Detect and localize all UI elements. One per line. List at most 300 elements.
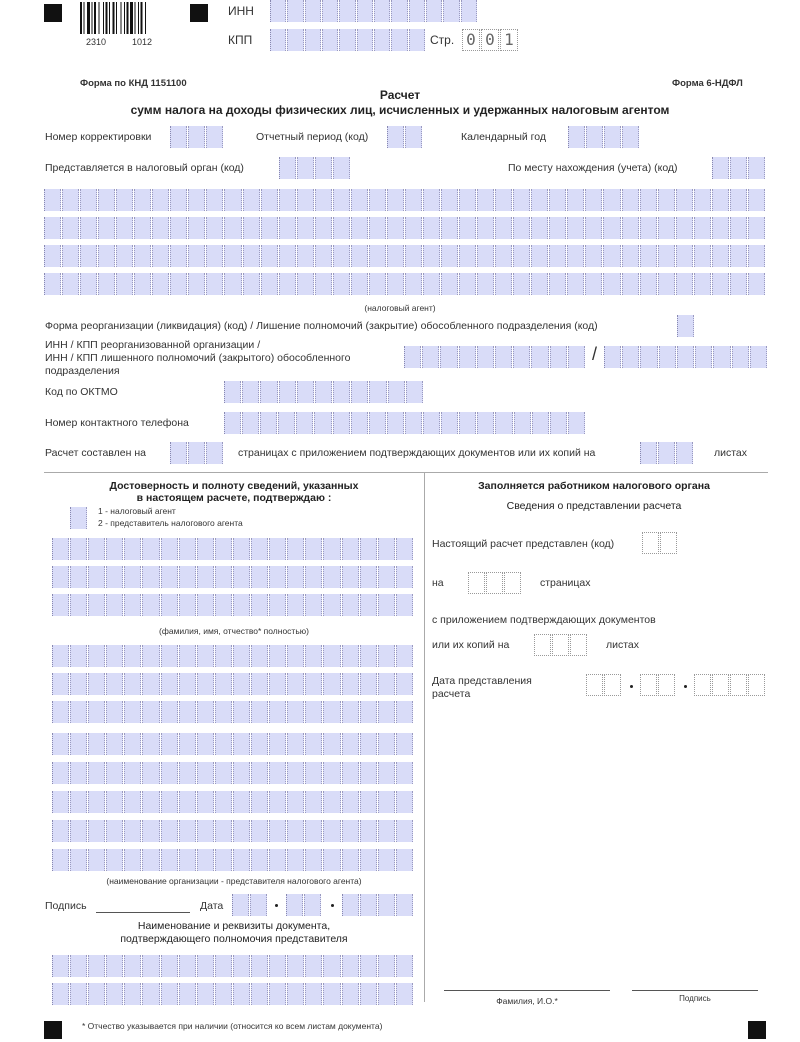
input-cell[interactable] — [142, 645, 159, 667]
input-cell[interactable] — [52, 538, 69, 560]
input-cell[interactable] — [640, 442, 657, 464]
input-cell[interactable] — [233, 955, 250, 977]
input-cell[interactable] — [161, 733, 178, 755]
input-cell[interactable] — [232, 894, 249, 916]
input-cell[interactable] — [124, 820, 141, 842]
input-cell[interactable] — [586, 674, 603, 696]
input-cell[interactable] — [224, 381, 241, 403]
input-cell[interactable] — [106, 849, 123, 871]
input-cell[interactable] — [261, 273, 278, 295]
input-cell[interactable] — [215, 538, 232, 560]
input-cell[interactable] — [748, 217, 765, 239]
input-cell[interactable] — [549, 245, 566, 267]
input-cell[interactable] — [323, 645, 340, 667]
input-cell[interactable] — [305, 673, 322, 695]
input-cell[interactable] — [333, 217, 350, 239]
input-cell[interactable] — [88, 820, 105, 842]
input-cell[interactable] — [305, 820, 322, 842]
input-cell[interactable] — [459, 217, 476, 239]
input-cell[interactable] — [378, 566, 395, 588]
input-cell[interactable] — [351, 245, 368, 267]
input-cell[interactable] — [80, 189, 97, 211]
input-cell[interactable] — [251, 673, 268, 695]
input-cell[interactable] — [550, 412, 567, 434]
fio-row-1[interactable] — [52, 538, 414, 560]
input-cell[interactable] — [748, 674, 765, 696]
input-cell[interactable] — [339, 0, 355, 22]
input-cell[interactable] — [369, 273, 386, 295]
input-cell[interactable] — [197, 673, 214, 695]
input-cell[interactable] — [197, 538, 214, 560]
input-cell[interactable] — [585, 217, 602, 239]
input-cell[interactable] — [161, 762, 178, 784]
input-cell[interactable] — [179, 645, 196, 667]
input-cell[interactable] — [568, 346, 585, 368]
pages-submitted-field[interactable] — [468, 572, 522, 594]
input-cell[interactable] — [658, 442, 675, 464]
org-row-1[interactable] — [52, 645, 414, 667]
input-cell[interactable] — [459, 273, 476, 295]
input-cell[interactable] — [287, 566, 304, 588]
input-cell[interactable] — [513, 217, 530, 239]
input-cell[interactable] — [396, 849, 413, 871]
input-cell[interactable] — [658, 674, 675, 696]
input-cell[interactable] — [269, 645, 286, 667]
input-cell[interactable] — [459, 245, 476, 267]
input-cell[interactable] — [604, 674, 621, 696]
input-cell[interactable] — [748, 157, 765, 179]
input-cell[interactable] — [305, 538, 322, 560]
input-cell[interactable] — [251, 701, 268, 723]
input-cell[interactable] — [659, 346, 676, 368]
input-cell[interactable] — [305, 733, 322, 755]
input-cell[interactable] — [305, 701, 322, 723]
input-cell[interactable] — [106, 820, 123, 842]
input-cell[interactable] — [369, 412, 386, 434]
input-cell[interactable] — [88, 733, 105, 755]
input-cell[interactable] — [441, 245, 458, 267]
inn-field[interactable] — [270, 0, 478, 22]
input-cell[interactable] — [640, 189, 657, 211]
input-cell[interactable] — [351, 217, 368, 239]
input-cell[interactable] — [305, 29, 321, 51]
input-cell[interactable] — [106, 791, 123, 813]
input-cell[interactable] — [549, 189, 566, 211]
input-cell[interactable] — [323, 594, 340, 616]
input-cell[interactable] — [251, 849, 268, 871]
input-cell[interactable] — [161, 538, 178, 560]
input-cell[interactable] — [568, 126, 585, 148]
input-cell[interactable] — [124, 538, 141, 560]
submitted-code-field[interactable] — [642, 532, 678, 554]
input-cell[interactable] — [269, 762, 286, 784]
input-cell[interactable] — [161, 645, 178, 667]
input-cell[interactable] — [378, 791, 395, 813]
input-cell[interactable] — [387, 245, 404, 267]
input-cell[interactable] — [134, 189, 151, 211]
input-cell[interactable] — [342, 538, 359, 560]
input-cell[interactable] — [62, 217, 79, 239]
input-cell[interactable] — [243, 273, 260, 295]
input-cell[interactable] — [712, 189, 729, 211]
input-cell[interactable] — [279, 273, 296, 295]
input-cell[interactable] — [197, 701, 214, 723]
input-cell[interactable] — [694, 674, 711, 696]
org-row-2[interactable] — [52, 673, 414, 695]
input-cell[interactable] — [567, 245, 584, 267]
input-cell[interactable] — [339, 29, 355, 51]
location-field[interactable] — [712, 157, 766, 179]
input-cell[interactable] — [360, 894, 377, 916]
input-cell[interactable] — [279, 381, 296, 403]
reorg-inn-field[interactable] — [404, 346, 586, 368]
correction-number-field[interactable] — [170, 126, 224, 148]
input-cell[interactable] — [305, 566, 322, 588]
input-cell[interactable] — [695, 346, 712, 368]
input-cell[interactable] — [70, 701, 87, 723]
input-cell[interactable] — [333, 381, 350, 403]
input-cell[interactable] — [243, 217, 260, 239]
input-cell[interactable] — [549, 273, 566, 295]
input-cell[interactable] — [88, 955, 105, 977]
input-cell[interactable] — [251, 762, 268, 784]
input-cell[interactable] — [567, 217, 584, 239]
input-cell[interactable] — [260, 381, 277, 403]
input-cell[interactable] — [369, 381, 386, 403]
input-cell[interactable] — [342, 594, 359, 616]
input-cell[interactable] — [106, 983, 123, 1005]
input-cell[interactable] — [215, 955, 232, 977]
input-cell[interactable] — [70, 594, 87, 616]
input-cell[interactable] — [70, 955, 87, 977]
input-cell[interactable] — [279, 157, 296, 179]
input-cell[interactable] — [404, 346, 421, 368]
input-cell[interactable] — [315, 245, 332, 267]
input-cell[interactable] — [676, 245, 693, 267]
input-cell[interactable] — [396, 983, 413, 1005]
input-cell[interactable] — [730, 157, 747, 179]
input-cell[interactable] — [269, 673, 286, 695]
input-cell[interactable] — [495, 412, 512, 434]
input-cell[interactable] — [80, 245, 97, 267]
input-cell[interactable] — [586, 126, 603, 148]
input-cell[interactable] — [585, 189, 602, 211]
input-cell[interactable] — [374, 29, 390, 51]
input-cell[interactable] — [269, 733, 286, 755]
input-cell[interactable] — [342, 701, 359, 723]
input-cell[interactable] — [287, 673, 304, 695]
calendar-year-field[interactable] — [568, 126, 640, 148]
input-cell[interactable] — [250, 894, 267, 916]
input-cell[interactable] — [62, 245, 79, 267]
input-cell[interactable] — [387, 126, 404, 148]
input-cell[interactable] — [369, 189, 386, 211]
input-cell[interactable] — [297, 381, 314, 403]
input-cell[interactable] — [549, 217, 566, 239]
input-cell[interactable] — [504, 572, 521, 594]
input-cell[interactable] — [70, 820, 87, 842]
input-cell[interactable] — [387, 189, 404, 211]
input-cell[interactable] — [197, 594, 214, 616]
input-cell[interactable] — [215, 566, 232, 588]
input-cell[interactable] — [568, 412, 585, 434]
input-cell[interactable] — [642, 532, 659, 554]
input-cell[interactable] — [224, 245, 241, 267]
input-cell[interactable] — [750, 346, 767, 368]
input-cell[interactable] — [142, 566, 159, 588]
input-cell[interactable] — [486, 572, 503, 594]
input-cell[interactable] — [396, 538, 413, 560]
input-cell[interactable] — [215, 645, 232, 667]
input-cell[interactable] — [206, 189, 223, 211]
input-cell[interactable] — [622, 346, 639, 368]
input-cell[interactable] — [323, 983, 340, 1005]
input-cell[interactable] — [170, 273, 187, 295]
input-cell[interactable] — [116, 245, 133, 267]
input-cell[interactable] — [215, 701, 232, 723]
input-cell[interactable] — [124, 566, 141, 588]
input-cell[interactable] — [134, 245, 151, 267]
input-cell[interactable] — [713, 346, 730, 368]
input-cell[interactable] — [360, 594, 377, 616]
input-cell[interactable] — [88, 762, 105, 784]
input-cell[interactable] — [98, 189, 115, 211]
input-cell[interactable] — [495, 217, 512, 239]
input-cell[interactable] — [378, 733, 395, 755]
input-cell[interactable] — [88, 701, 105, 723]
input-cell[interactable] — [70, 733, 87, 755]
input-cell[interactable] — [116, 189, 133, 211]
input-cell[interactable] — [477, 217, 494, 239]
input-cell[interactable] — [269, 594, 286, 616]
tax-agent-row-3[interactable] — [44, 245, 766, 267]
input-cell[interactable] — [441, 412, 458, 434]
input-cell[interactable] — [279, 189, 296, 211]
input-cell[interactable] — [152, 245, 169, 267]
input-cell[interactable] — [142, 701, 159, 723]
input-cell[interactable] — [477, 273, 494, 295]
input-cell[interactable] — [396, 594, 413, 616]
input-cell[interactable] — [342, 983, 359, 1005]
input-cell[interactable] — [188, 126, 205, 148]
input-cell[interactable] — [351, 412, 368, 434]
input-cell[interactable] — [70, 791, 87, 813]
input-cell[interactable] — [287, 594, 304, 616]
input-cell[interactable] — [80, 217, 97, 239]
input-cell[interactable] — [124, 645, 141, 667]
input-cell[interactable] — [44, 273, 61, 295]
input-cell[interactable] — [342, 673, 359, 695]
input-cell[interactable] — [152, 189, 169, 211]
input-cell[interactable] — [712, 674, 729, 696]
input-cell[interactable] — [405, 412, 422, 434]
input-cell[interactable] — [477, 245, 494, 267]
input-cell[interactable] — [106, 762, 123, 784]
input-cell[interactable] — [405, 273, 422, 295]
input-cell[interactable] — [622, 189, 639, 211]
input-cell[interactable] — [585, 245, 602, 267]
input-cell[interactable] — [197, 849, 214, 871]
input-cell[interactable] — [233, 983, 250, 1005]
tax-agent-row-1[interactable] — [44, 189, 766, 211]
input-cell[interactable] — [360, 791, 377, 813]
input-cell[interactable] — [297, 245, 314, 267]
input-cell[interactable] — [215, 820, 232, 842]
input-cell[interactable] — [106, 538, 123, 560]
input-cell[interactable] — [52, 594, 69, 616]
input-cell[interactable] — [142, 594, 159, 616]
input-cell[interactable] — [106, 566, 123, 588]
input-cell[interactable] — [360, 701, 377, 723]
input-cell[interactable] — [297, 217, 314, 239]
input-cell[interactable] — [314, 412, 331, 434]
input-cell[interactable] — [88, 673, 105, 695]
input-cell[interactable] — [251, 820, 268, 842]
input-cell[interactable] — [531, 217, 548, 239]
input-cell[interactable] — [694, 189, 711, 211]
input-cell[interactable] — [513, 245, 530, 267]
input-cell[interactable] — [243, 245, 260, 267]
input-cell[interactable] — [531, 245, 548, 267]
input-cell[interactable] — [260, 412, 277, 434]
input-cell[interactable] — [52, 733, 69, 755]
input-cell[interactable] — [142, 983, 159, 1005]
input-cell[interactable] — [342, 820, 359, 842]
input-cell[interactable] — [142, 538, 159, 560]
input-cell[interactable] — [360, 762, 377, 784]
signature-line[interactable] — [96, 912, 190, 913]
reorg-kpp-field[interactable] — [604, 346, 768, 368]
input-cell[interactable] — [305, 955, 322, 977]
input-cell[interactable] — [342, 791, 359, 813]
input-cell[interactable] — [70, 673, 87, 695]
input-cell[interactable] — [677, 346, 694, 368]
input-cell[interactable] — [369, 217, 386, 239]
input-cell[interactable] — [603, 273, 620, 295]
input-cell[interactable] — [269, 701, 286, 723]
input-cell[interactable] — [116, 217, 133, 239]
input-cell[interactable] — [161, 820, 178, 842]
input-cell[interactable] — [694, 217, 711, 239]
input-cell[interactable] — [251, 791, 268, 813]
input-cell[interactable] — [215, 791, 232, 813]
input-cell[interactable] — [342, 762, 359, 784]
input-cell[interactable] — [495, 189, 512, 211]
phone-field[interactable] — [224, 412, 586, 434]
input-cell[interactable] — [106, 701, 123, 723]
input-cell[interactable] — [388, 381, 405, 403]
input-cell[interactable] — [124, 849, 141, 871]
input-cell[interactable] — [357, 29, 373, 51]
input-cell[interactable] — [694, 245, 711, 267]
input-cell[interactable] — [387, 217, 404, 239]
input-cell[interactable] — [378, 894, 395, 916]
tax-agent-row-2[interactable] — [44, 217, 766, 239]
input-cell[interactable] — [161, 701, 178, 723]
input-cell[interactable] — [658, 245, 675, 267]
input-cell[interactable] — [88, 594, 105, 616]
input-cell[interactable] — [459, 189, 476, 211]
input-cell[interactable] — [279, 245, 296, 267]
input-cell[interactable] — [142, 955, 159, 977]
input-cell[interactable] — [251, 566, 268, 588]
input-cell[interactable] — [378, 762, 395, 784]
input-cell[interactable] — [44, 189, 61, 211]
input-cell[interactable] — [197, 820, 214, 842]
input-cell[interactable] — [70, 849, 87, 871]
input-cell[interactable] — [224, 412, 241, 434]
input-cell[interactable] — [603, 189, 620, 211]
input-cell[interactable] — [251, 645, 268, 667]
input-cell[interactable] — [333, 245, 350, 267]
input-cell[interactable] — [70, 566, 87, 588]
input-cell[interactable] — [378, 983, 395, 1005]
input-cell[interactable] — [441, 273, 458, 295]
org-row-8[interactable] — [52, 849, 414, 871]
input-cell[interactable] — [52, 983, 69, 1005]
input-cell[interactable] — [52, 762, 69, 784]
input-cell[interactable] — [323, 820, 340, 842]
input-cell[interactable] — [161, 983, 178, 1005]
date-month-field[interactable] — [286, 894, 322, 916]
input-cell[interactable] — [604, 126, 621, 148]
input-cell[interactable] — [142, 733, 159, 755]
input-cell[interactable] — [233, 673, 250, 695]
input-cell[interactable] — [179, 955, 196, 977]
input-cell[interactable] — [261, 189, 278, 211]
input-cell[interactable] — [269, 566, 286, 588]
date-day-field[interactable] — [232, 894, 268, 916]
input-cell[interactable] — [242, 412, 259, 434]
fio-line[interactable] — [444, 990, 610, 991]
input-cell[interactable] — [315, 381, 332, 403]
input-cell[interactable] — [360, 955, 377, 977]
input-cell[interactable] — [369, 245, 386, 267]
input-cell[interactable] — [730, 217, 747, 239]
org-row-5[interactable] — [52, 762, 414, 784]
input-cell[interactable] — [396, 645, 413, 667]
input-cell[interactable] — [197, 791, 214, 813]
input-cell[interactable] — [422, 346, 439, 368]
period-code-field[interactable] — [387, 126, 423, 148]
input-cell[interactable] — [179, 673, 196, 695]
input-cell[interactable] — [405, 126, 422, 148]
input-cell[interactable] — [287, 762, 304, 784]
input-cell[interactable] — [251, 955, 268, 977]
input-cell[interactable] — [270, 29, 286, 51]
input-cell[interactable] — [323, 673, 340, 695]
input-cell[interactable] — [161, 791, 178, 813]
input-cell[interactable] — [287, 701, 304, 723]
input-cell[interactable] — [694, 273, 711, 295]
input-cell[interactable] — [124, 983, 141, 1005]
input-cell[interactable] — [206, 245, 223, 267]
input-cell[interactable] — [116, 273, 133, 295]
input-cell[interactable] — [215, 594, 232, 616]
input-cell[interactable] — [315, 157, 332, 179]
date-year-field[interactable] — [342, 894, 414, 916]
input-cell[interactable] — [233, 645, 250, 667]
input-cell[interactable] — [88, 538, 105, 560]
input-cell[interactable] — [161, 849, 178, 871]
input-cell[interactable] — [224, 273, 241, 295]
input-cell[interactable] — [206, 126, 223, 148]
input-cell[interactable] — [305, 849, 322, 871]
tax-agent-row-4[interactable] — [44, 273, 766, 295]
input-cell[interactable] — [477, 412, 494, 434]
input-cell[interactable] — [106, 955, 123, 977]
input-cell[interactable] — [251, 733, 268, 755]
